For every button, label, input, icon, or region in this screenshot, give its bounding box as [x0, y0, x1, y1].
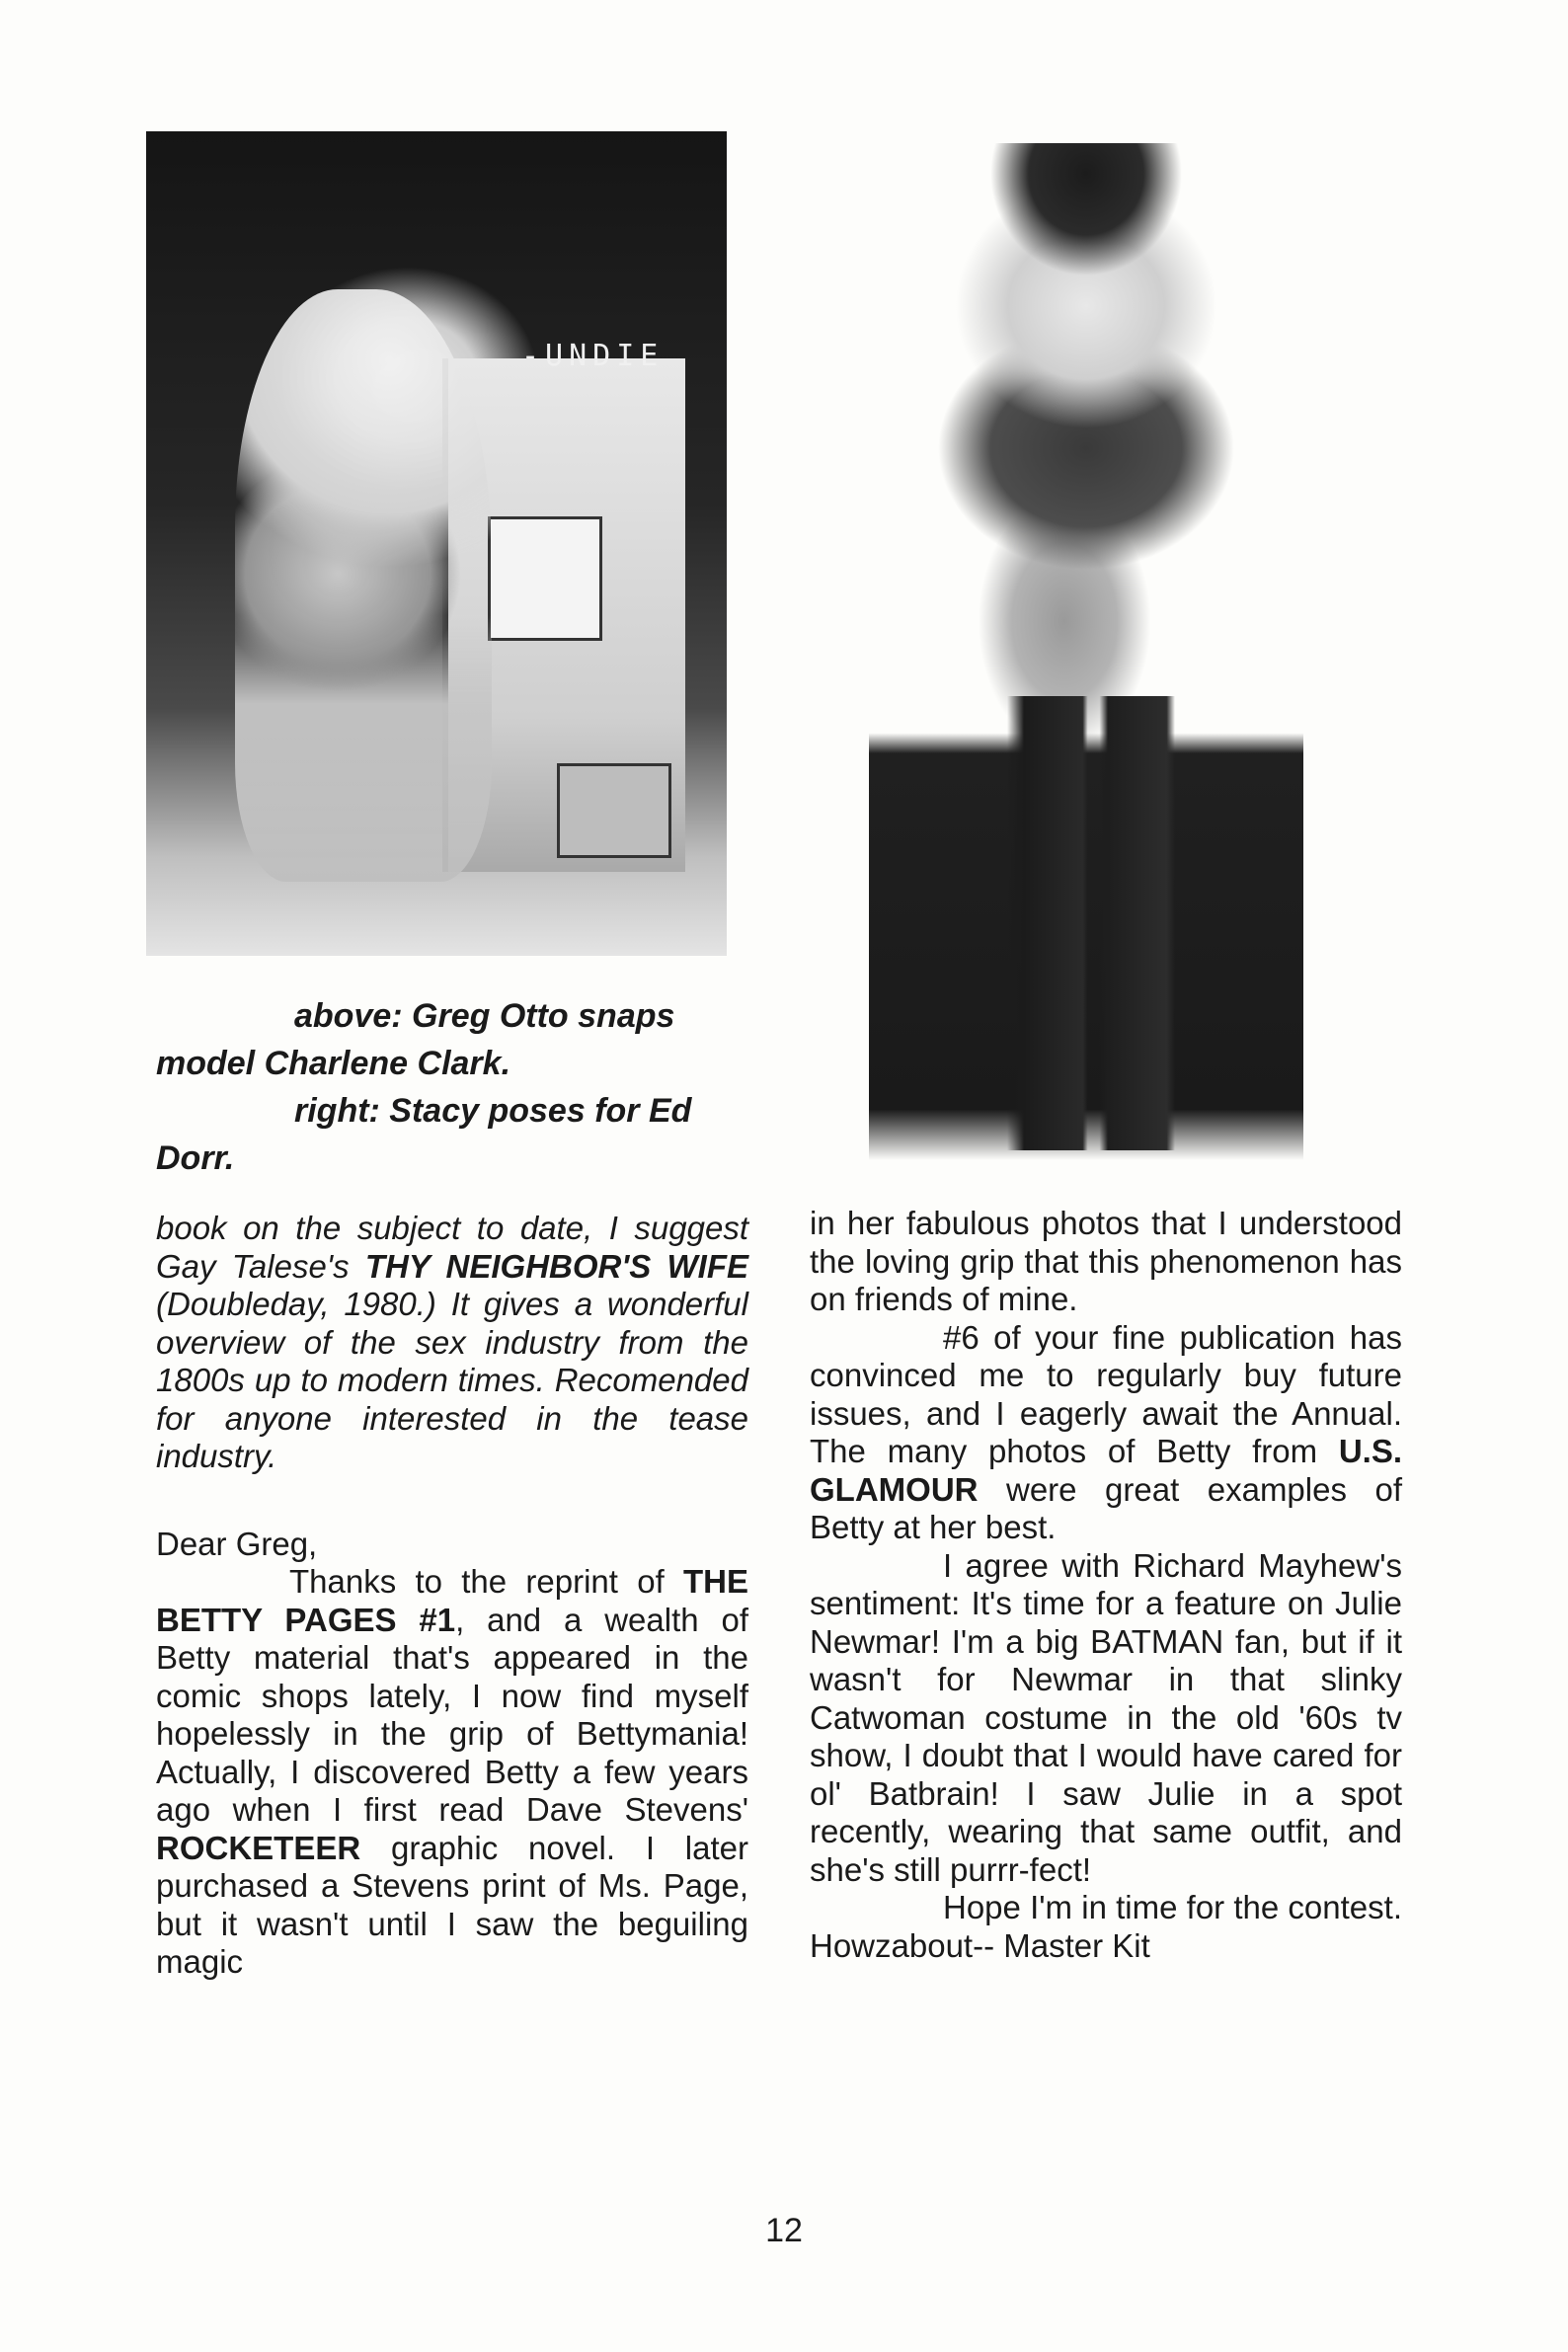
text-run: were great examples of Betty at her best. — [810, 1470, 1402, 1545]
photo-charlene-clark — [146, 131, 727, 956]
photo-stacy — [869, 143, 1303, 1160]
letter-paragraph — [810, 1319, 1402, 1547]
left-column — [156, 1210, 748, 1982]
machine-window — [557, 763, 671, 858]
text-run: Hope I'm in time for the contest. Howzabout-- Master Kit — [810, 1889, 1402, 1964]
publication-title: THE BETTY PAGES #1 — [156, 1563, 748, 1638]
text-run: book on the subject to date, I suggest Gay Talese's — [156, 1210, 748, 1285]
page-number: 12 — [765, 2212, 803, 2249]
right-column — [810, 1205, 1402, 1965]
text-run: (Doubleday, 1980.) It gives a wonderful overview of the sex industry from the 1800s up to modern times. Recomended for anyone interested in the tease industry. — [156, 1286, 748, 1474]
caption-line: above: Greg Otto snaps — [294, 997, 675, 1035]
text-run: Thanks to the reprint of — [289, 1563, 683, 1600]
machine-window — [488, 516, 602, 641]
caption-line: model Charlene Clark. — [156, 1045, 511, 1082]
caption-line: Dorr. — [156, 1139, 235, 1177]
photo-caption — [156, 992, 744, 1182]
book-recommendation — [156, 1210, 748, 1476]
text-run: graphic novel. I later purchased a Stevens print of Ms. Page, but it wasn't until I saw the beguiling magic — [156, 1829, 748, 1980]
text-run: I agree with Richard Mayhew's sentiment: It's time for a feature on Julie Newmar! I'm a big BATMAN fan, but if it wasn't for Newmar in that slinky Catwoman costume in the old '60s tv show, I doubt that I would have cared for ol' Batbrain! I saw Julie in a spot recently, wearing that same outfit, and she's still purrr-fect! — [810, 1546, 1402, 1888]
caption-line: right: Stacy poses for Ed — [294, 1092, 692, 1130]
text-run: #6 of your fine publication has convinced me to regularly buy future issues, and I eagerly await the Annual. The many photos of Betty from — [810, 1318, 1402, 1469]
machine-sign: -UNDIE — [521, 339, 665, 373]
model-boots — [1007, 696, 1175, 1150]
letter-paragraph — [156, 1563, 748, 1982]
salutation: Dear Greg, — [156, 1525, 318, 1562]
publication-title: ROCKETEER — [156, 1829, 361, 1866]
letter-paragraph: in her fabulous photos that I understood the loving grip that this phenomenon has on friends of mine. — [810, 1205, 1402, 1317]
model-figure — [235, 289, 492, 882]
letter-paragraph — [810, 1547, 1402, 1890]
letter-paragraph — [810, 1889, 1402, 1965]
publication-title: U.S. GLAMOUR — [810, 1433, 1402, 1508]
text-run: , and a wealth of Betty material that's appeared in the comic shops lately, I now find myself hopelessly in the grip of Bettymania! Actually, I discovered Betty a few years ago when I first read Dave Stevens' — [156, 1601, 748, 1828]
book-title: THY NEIGHBOR'S WIFE — [364, 1247, 748, 1285]
